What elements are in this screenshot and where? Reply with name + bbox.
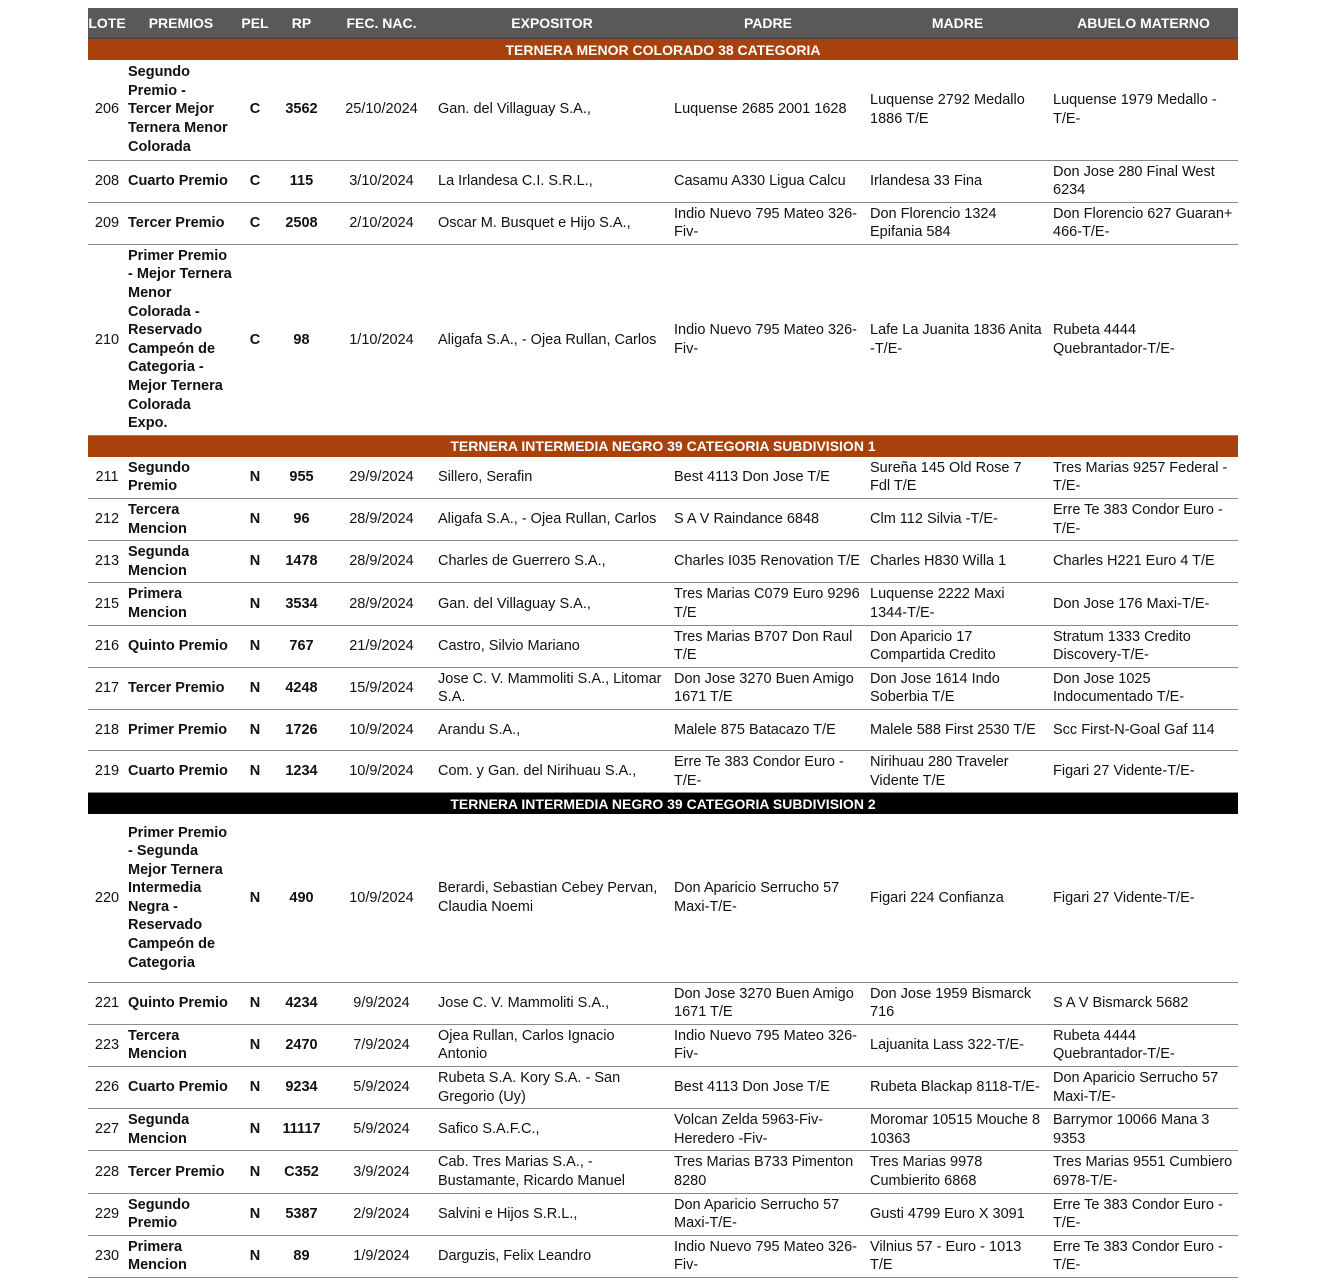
pel-cell: N — [236, 1235, 274, 1277]
fec-nac-cell: 9/9/2024 — [329, 982, 434, 1024]
fec-nac-cell: 1/9/2024 — [329, 1235, 434, 1277]
abuelo-materno-cell: Don Jose 176 Maxi-T/E- — [1049, 583, 1238, 625]
header-pel: PEL — [236, 8, 274, 38]
abuelo-materno-cell: Tres Marias 9257 Federal -T/E- — [1049, 457, 1238, 499]
pel-cell: N — [236, 499, 274, 541]
table-row — [88, 709, 1238, 750]
fec-nac-cell: 3/9/2024 — [329, 1151, 434, 1193]
padre-cell: Erre Te 383 Condor Euro -T/E- — [670, 750, 866, 792]
rp-cell: 955 — [274, 457, 329, 499]
padre-cell: Malele 875 Batacazo T/E — [670, 709, 866, 750]
madre-cell: Vilnius 57 - Euro - 1013 T/E — [866, 1235, 1049, 1277]
expositor-cell: Gan. del Villaguay S.A., — [434, 583, 670, 625]
pel-cell: C — [236, 160, 274, 202]
fec-nac-cell: 2/9/2024 — [329, 1193, 434, 1235]
table-row — [88, 499, 1238, 541]
premio-cell: Primer Premio - Mejor Ternera Menor Colorada - Reservado Campeón de Categoria - Mejor Ternera Colorada Expo. — [126, 244, 236, 435]
pel-cell: N — [236, 583, 274, 625]
padre-cell: Indio Nuevo 795 Mateo 326-Fiv- — [670, 244, 866, 435]
table-row — [88, 202, 1238, 244]
premio-cell: Quinto Premio — [126, 982, 236, 1024]
fec-nac-cell: 29/9/2024 — [329, 457, 434, 499]
lote-cell: 211 — [88, 457, 126, 499]
expositor-cell: Castro, Silvio Mariano — [434, 625, 670, 667]
expositor-cell: Cab. Tres Marias S.A., - Bustamante, Ricardo Manuel — [434, 1151, 670, 1193]
abuelo-materno-cell: Erre Te 383 Condor Euro -T/E- — [1049, 499, 1238, 541]
lote-cell: 219 — [88, 750, 126, 792]
madre-cell: Lafe La Juanita 1836 Anita -T/E- — [866, 244, 1049, 435]
padre-cell: Best 4113 Don Jose T/E — [670, 457, 866, 499]
pel-cell: N — [236, 1109, 274, 1151]
abuelo-materno-cell: Don Jose 1025 Indocumentado T/E- — [1049, 667, 1238, 709]
header-lote: LOTE — [88, 8, 126, 38]
fec-nac-cell: 28/9/2024 — [329, 583, 434, 625]
premio-cell: Segunda Mencion — [126, 541, 236, 583]
results-table — [88, 8, 1238, 1278]
abuelo-materno-cell: Rubeta 4444 Quebrantador-T/E- — [1049, 244, 1238, 435]
premio-cell: Tercer Premio — [126, 1151, 236, 1193]
madre-cell: Sureña 145 Old Rose 7 Fdl T/E — [866, 457, 1049, 499]
pel-cell: N — [236, 814, 274, 982]
premio-cell: Tercera Mencion — [126, 499, 236, 541]
padre-cell: Tres Marias B733 Pimenton 8280 — [670, 1151, 866, 1193]
expositor-cell: La Irlandesa C.I. S.R.L., — [434, 160, 670, 202]
category-title: TERNERA MENOR COLORADO 38 CATEGORIA — [88, 38, 1238, 60]
results-body — [88, 38, 1238, 1277]
premio-cell: Tercer Premio — [126, 667, 236, 709]
abuelo-materno-cell: Figari 27 Vidente-T/E- — [1049, 750, 1238, 792]
padre-cell: Don Jose 3270 Buen Amigo 1671 T/E — [670, 982, 866, 1024]
expositor-cell: Gan. del Villaguay S.A., — [434, 60, 670, 160]
table-row — [88, 1109, 1238, 1151]
premio-cell: Primera Mencion — [126, 1235, 236, 1277]
table-row — [88, 625, 1238, 667]
pel-cell: N — [236, 1067, 274, 1109]
abuelo-materno-cell: Erre Te 383 Condor Euro -T/E- — [1049, 1235, 1238, 1277]
lote-cell: 226 — [88, 1067, 126, 1109]
abuelo-materno-cell: Stratum 1333 Credito Discovery-T/E- — [1049, 625, 1238, 667]
category-title: TERNERA INTERMEDIA NEGRO 39 CATEGORIA SUBDIVISION 1 — [88, 435, 1238, 457]
header-rp: RP — [274, 8, 329, 38]
abuelo-materno-cell: Erre Te 383 Condor Euro -T/E- — [1049, 1193, 1238, 1235]
padre-cell: Indio Nuevo 795 Mateo 326-Fiv- — [670, 1024, 866, 1066]
lote-cell: 229 — [88, 1193, 126, 1235]
abuelo-materno-cell: S A V Bismarck 5682 — [1049, 982, 1238, 1024]
madre-cell: Moromar 10515 Mouche 8 10363 — [866, 1109, 1049, 1151]
padre-cell: Casamu A330 Ligua Calcu — [670, 160, 866, 202]
lote-cell: 209 — [88, 202, 126, 244]
madre-cell: Don Aparicio 17 Compartida Credito — [866, 625, 1049, 667]
pel-cell: N — [236, 1193, 274, 1235]
abuelo-materno-cell: Charles H221 Euro 4 T/E — [1049, 541, 1238, 583]
abuelo-materno-cell: Don Aparicio Serrucho 57 Maxi-T/E- — [1049, 1067, 1238, 1109]
table-row — [88, 1193, 1238, 1235]
table-row — [88, 750, 1238, 792]
rp-cell: 3562 — [274, 60, 329, 160]
lote-cell: 208 — [88, 160, 126, 202]
madre-cell: Figari 224 Confianza — [866, 814, 1049, 982]
category-row — [88, 38, 1238, 60]
lote-cell: 210 — [88, 244, 126, 435]
expositor-cell: Ojea Rullan, Carlos Ignacio Antonio — [434, 1024, 670, 1066]
expositor-cell: Aligafa S.A., - Ojea Rullan, Carlos — [434, 244, 670, 435]
rp-cell: 767 — [274, 625, 329, 667]
rp-cell: 89 — [274, 1235, 329, 1277]
abuelo-materno-cell: Scc First-N-Goal Gaf 114 — [1049, 709, 1238, 750]
lote-cell: 212 — [88, 499, 126, 541]
pel-cell: N — [236, 1151, 274, 1193]
premio-cell: Primera Mencion — [126, 583, 236, 625]
table-row — [88, 667, 1238, 709]
pel-cell: C — [236, 244, 274, 435]
expositor-cell: Arandu S.A., — [434, 709, 670, 750]
rp-cell: 115 — [274, 160, 329, 202]
premio-cell: Primer Premio - Segunda Mejor Ternera Intermedia Negra - Reservado Campeón de Categoria — [126, 814, 236, 982]
table-row — [88, 1151, 1238, 1193]
fec-nac-cell: 7/9/2024 — [329, 1024, 434, 1066]
premio-cell: Cuarto Premio — [126, 160, 236, 202]
padre-cell: Don Aparicio Serrucho 57 Maxi-T/E- — [670, 814, 866, 982]
fec-nac-cell: 10/9/2024 — [329, 709, 434, 750]
padre-cell: Best 4113 Don Jose T/E — [670, 1067, 866, 1109]
padre-cell: S A V Raindance 6848 — [670, 499, 866, 541]
pel-cell: N — [236, 750, 274, 792]
rp-cell: 98 — [274, 244, 329, 435]
lote-cell: 221 — [88, 982, 126, 1024]
pel-cell: N — [236, 457, 274, 499]
table-row — [88, 1024, 1238, 1066]
expositor-cell: Safico S.A.F.C., — [434, 1109, 670, 1151]
rp-cell: 1478 — [274, 541, 329, 583]
abuelo-materno-cell: Figari 27 Vidente-T/E- — [1049, 814, 1238, 982]
premio-cell: Segunda Mencion — [126, 1109, 236, 1151]
pel-cell: C — [236, 202, 274, 244]
rp-cell: 2508 — [274, 202, 329, 244]
lote-cell: 220 — [88, 814, 126, 982]
results-table-wrapper — [88, 8, 1240, 1278]
expositor-cell: Oscar M. Busquet e Hijo S.A., — [434, 202, 670, 244]
rp-cell: 11117 — [274, 1109, 329, 1151]
madre-cell: Gusti 4799 Euro X 3091 — [866, 1193, 1049, 1235]
header-abuelo-materno: ABUELO MATERNO — [1049, 8, 1238, 38]
fec-nac-cell: 5/9/2024 — [329, 1109, 434, 1151]
abuelo-materno-cell: Luquense 1979 Medallo -T/E- — [1049, 60, 1238, 160]
table-row — [88, 1067, 1238, 1109]
premio-cell: Tercer Premio — [126, 202, 236, 244]
table-row — [88, 244, 1238, 435]
premio-cell: Primer Premio — [126, 709, 236, 750]
padre-cell: Indio Nuevo 795 Mateo 326-Fiv- — [670, 1235, 866, 1277]
lote-cell: 228 — [88, 1151, 126, 1193]
expositor-cell: Com. y Gan. del Nirihuau S.A., — [434, 750, 670, 792]
lote-cell: 218 — [88, 709, 126, 750]
madre-cell: Malele 588 First 2530 T/E — [866, 709, 1049, 750]
fec-nac-cell: 10/9/2024 — [329, 814, 434, 982]
category-title: TERNERA INTERMEDIA NEGRO 39 CATEGORIA SUBDIVISION 2 — [88, 793, 1238, 815]
premio-cell: Segundo Premio — [126, 457, 236, 499]
table-row — [88, 982, 1238, 1024]
rp-cell: C352 — [274, 1151, 329, 1193]
lote-cell: 227 — [88, 1109, 126, 1151]
fec-nac-cell: 21/9/2024 — [329, 625, 434, 667]
padre-cell: Don Jose 3270 Buen Amigo 1671 T/E — [670, 667, 866, 709]
padre-cell: Luquense 2685 2001 1628 — [670, 60, 866, 160]
fec-nac-cell: 5/9/2024 — [329, 1067, 434, 1109]
lote-cell: 213 — [88, 541, 126, 583]
premio-cell: Quinto Premio — [126, 625, 236, 667]
madre-cell: Don Florencio 1324 Epifania 584 — [866, 202, 1049, 244]
fec-nac-cell: 2/10/2024 — [329, 202, 434, 244]
fec-nac-cell: 28/9/2024 — [329, 541, 434, 583]
table-row — [88, 160, 1238, 202]
padre-cell: Tres Marias C079 Euro 9296 T/E — [670, 583, 866, 625]
category-row — [88, 435, 1238, 457]
expositor-cell: Jose C. V. Mammoliti S.A., Litomar S.A. — [434, 667, 670, 709]
fec-nac-cell: 15/9/2024 — [329, 667, 434, 709]
table-row — [88, 583, 1238, 625]
abuelo-materno-cell: Don Jose 280 Final West 6234 — [1049, 160, 1238, 202]
rp-cell: 5387 — [274, 1193, 329, 1235]
madre-cell: Clm 112 Silvia -T/E- — [866, 499, 1049, 541]
expositor-cell: Sillero, Serafin — [434, 457, 670, 499]
padre-cell: Tres Marias B707 Don Raul T/E — [670, 625, 866, 667]
table-row — [88, 457, 1238, 499]
lote-cell: 230 — [88, 1235, 126, 1277]
pel-cell: N — [236, 625, 274, 667]
fec-nac-cell: 3/10/2024 — [329, 160, 434, 202]
fec-nac-cell: 10/9/2024 — [329, 750, 434, 792]
padre-cell: Indio Nuevo 795 Mateo 326-Fiv- — [670, 202, 866, 244]
header-row — [88, 8, 1238, 38]
madre-cell: Tres Marias 9978 Cumbierito 6868 — [866, 1151, 1049, 1193]
abuelo-materno-cell: Rubeta 4444 Quebrantador-T/E- — [1049, 1024, 1238, 1066]
madre-cell: Nirihuau 280 Traveler Vidente T/E — [866, 750, 1049, 792]
premio-cell: Segundo Premio — [126, 1193, 236, 1235]
header-premios: PREMIOS — [126, 8, 236, 38]
rp-cell: 4248 — [274, 667, 329, 709]
madre-cell: Rubeta Blackap 8118-T/E- — [866, 1067, 1049, 1109]
padre-cell: Volcan Zelda 5963-Fiv- Heredero -Fiv- — [670, 1109, 866, 1151]
rp-cell: 9234 — [274, 1067, 329, 1109]
rp-cell: 1234 — [274, 750, 329, 792]
padre-cell: Charles I035 Renovation T/E — [670, 541, 866, 583]
abuelo-materno-cell: Don Florencio 627 Guaran+ 466-T/E- — [1049, 202, 1238, 244]
table-row — [88, 60, 1238, 160]
expositor-cell: Darguzis, Felix Leandro — [434, 1235, 670, 1277]
pel-cell: N — [236, 982, 274, 1024]
premio-cell: Cuarto Premio — [126, 750, 236, 792]
header-padre: PADRE — [670, 8, 866, 38]
category-row — [88, 793, 1238, 815]
padre-cell: Don Aparicio Serrucho 57 Maxi-T/E- — [670, 1193, 866, 1235]
pel-cell: N — [236, 709, 274, 750]
expositor-cell: Charles de Guerrero S.A., — [434, 541, 670, 583]
expositor-cell: Aligafa S.A., - Ojea Rullan, Carlos — [434, 499, 670, 541]
premio-cell: Cuarto Premio — [126, 1067, 236, 1109]
fec-nac-cell: 1/10/2024 — [329, 244, 434, 435]
expositor-cell: Berardi, Sebastian Cebey Pervan, Claudia Noemi — [434, 814, 670, 982]
expositor-cell: Rubeta S.A. Kory S.A. - San Gregorio (Uy) — [434, 1067, 670, 1109]
fec-nac-cell: 28/9/2024 — [329, 499, 434, 541]
header-madre: MADRE — [866, 8, 1049, 38]
madre-cell: Luquense 2222 Maxi 1344-T/E- — [866, 583, 1049, 625]
madre-cell: Charles H830 Willa 1 — [866, 541, 1049, 583]
header-fec-nac: FEC. NAC. — [329, 8, 434, 38]
premio-cell: Tercera Mencion — [126, 1024, 236, 1066]
rp-cell: 2470 — [274, 1024, 329, 1066]
rp-cell: 490 — [274, 814, 329, 982]
expositor-cell: Jose C. V. Mammoliti S.A., — [434, 982, 670, 1024]
rp-cell: 1726 — [274, 709, 329, 750]
expositor-cell: Salvini e Hijos S.R.L., — [434, 1193, 670, 1235]
abuelo-materno-cell: Barrymor 10066 Mana 3 9353 — [1049, 1109, 1238, 1151]
madre-cell: Lajuanita Lass 322-T/E- — [866, 1024, 1049, 1066]
madre-cell: Don Jose 1959 Bismarck 716 — [866, 982, 1049, 1024]
abuelo-materno-cell: Tres Marias 9551 Cumbiero 6978-T/E- — [1049, 1151, 1238, 1193]
lote-cell: 223 — [88, 1024, 126, 1066]
lote-cell: 217 — [88, 667, 126, 709]
lote-cell: 215 — [88, 583, 126, 625]
rp-cell: 96 — [274, 499, 329, 541]
table-row — [88, 814, 1238, 982]
rp-cell: 4234 — [274, 982, 329, 1024]
lote-cell: 206 — [88, 60, 126, 160]
table-row — [88, 541, 1238, 583]
pel-cell: N — [236, 1024, 274, 1066]
fec-nac-cell: 25/10/2024 — [329, 60, 434, 160]
header-expositor: EXPOSITOR — [434, 8, 670, 38]
madre-cell: Don Jose 1614 Indo Soberbia T/E — [866, 667, 1049, 709]
madre-cell: Irlandesa 33 Fina — [866, 160, 1049, 202]
lote-cell: 216 — [88, 625, 126, 667]
pel-cell: C — [236, 60, 274, 160]
rp-cell: 3534 — [274, 583, 329, 625]
pel-cell: N — [236, 667, 274, 709]
premio-cell: Segundo Premio - Tercer Mejor Ternera Menor Colorada — [126, 60, 236, 160]
table-row — [88, 1235, 1238, 1277]
madre-cell: Luquense 2792 Medallo 1886 T/E — [866, 60, 1049, 160]
pel-cell: N — [236, 541, 274, 583]
